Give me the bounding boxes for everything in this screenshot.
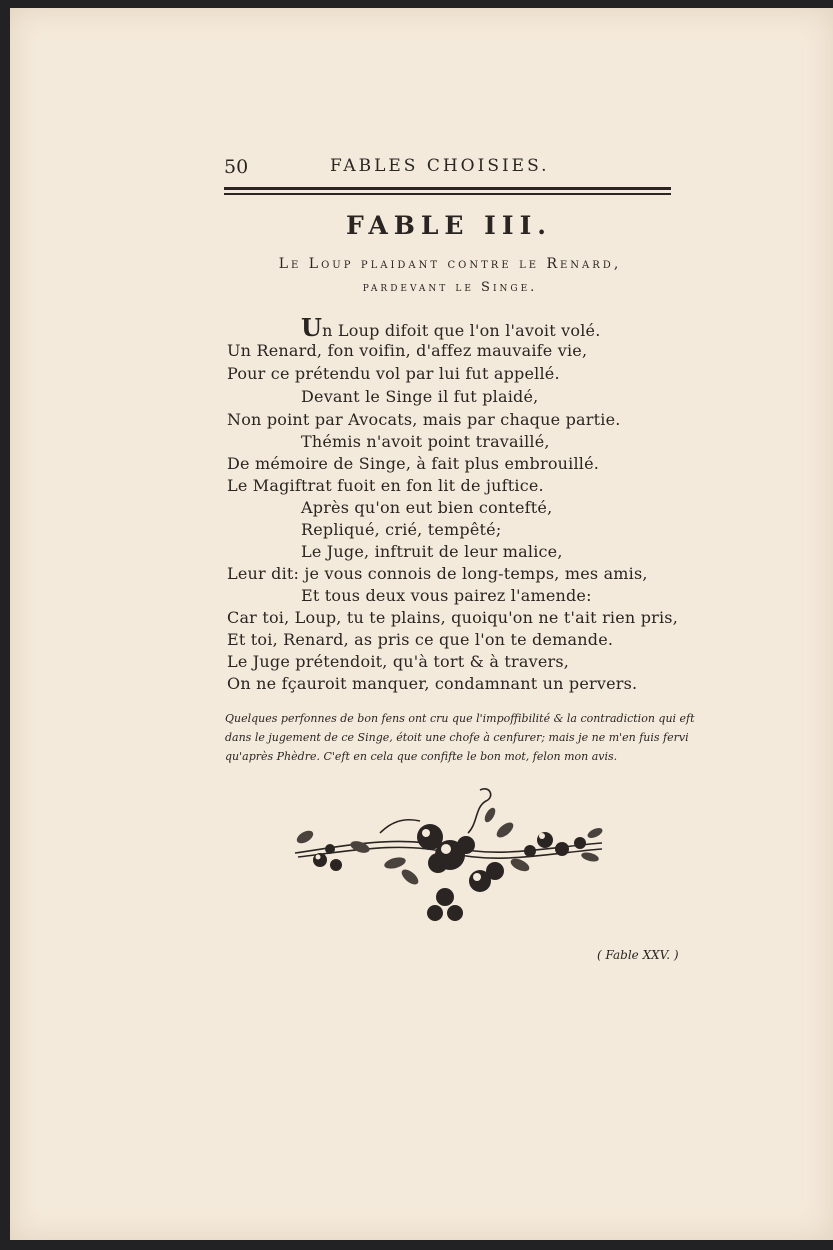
poem-line: Le Juge, inftruit de leur malice,	[301, 542, 563, 561]
poem-line: Leur dit: je vous connois de long-temps, mes amis,	[227, 564, 648, 583]
poem-line: Et tous deux vous pairez l'amende:	[301, 586, 592, 605]
footnote-line: dans le jugement de ce Singe, étoit une chofe à cenfurer; mais je ne m'en fuis fervi	[225, 731, 689, 744]
header-rule-thin	[224, 193, 671, 195]
footnote-line: qu'après Phèdre. C'eft en cela que confifte le bon mot, felon mon avis.	[225, 750, 618, 763]
running-title: FABLES CHOISIES.	[330, 156, 550, 176]
poem-line: Après qu'on eut bien contefté,	[301, 498, 553, 517]
poem-line: Repliqué, crié, tempêté;	[301, 520, 502, 539]
poem-line: Un Loup difoit que l'on l'avoit volé.	[301, 313, 601, 342]
fable-subtitle-line-1: Le Loup plaidant contre le Renard,	[278, 256, 622, 272]
source-reference: ( Fable XXV. )	[597, 948, 679, 962]
header-rule-thick	[224, 187, 671, 190]
poem-line: Car toi, Loup, tu te plains, quoiqu'on ne t'ait rien pris,	[227, 608, 679, 627]
poem-line: Et toi, Renard, as pris ce que l'on te demande.	[227, 630, 614, 649]
floral-garland-icon	[290, 785, 610, 940]
poem-line: Le Juge prétendoit, qu'à tort & à travers,	[227, 652, 570, 671]
poem-line: Un Renard, fon voifin, d'affez mauvaife vie,	[227, 341, 588, 360]
drop-cap: U	[301, 313, 323, 342]
fable-subtitle-line-2: pardevant le Singe.	[362, 280, 538, 295]
page-header	[222, 152, 674, 182]
poem-line: Devant le Singe il fut plaidé,	[301, 387, 539, 406]
footnote-line: Quelques perfonnes de bon fens ont cru que l'impoffibilité & la contradiction qui eft	[225, 712, 695, 725]
poem-line: Non point par Avocats, mais par chaque partie.	[227, 410, 621, 429]
fable-title: FABLE III.	[346, 211, 552, 240]
poem-line: On ne fçauroit manquer, condamnant un pervers.	[227, 674, 638, 693]
poem-line: Pour ce prétendu vol par lui fut appellé.	[227, 364, 560, 383]
poem-line: Le Magiftrat fuoit en fon lit de juftice.	[227, 476, 544, 495]
page-number: 50	[224, 156, 249, 178]
poem-line: De mémoire de Singe, à fait plus embrouillé.	[227, 454, 600, 473]
poem-line: Thémis n'avoit point travaillé,	[301, 432, 550, 451]
